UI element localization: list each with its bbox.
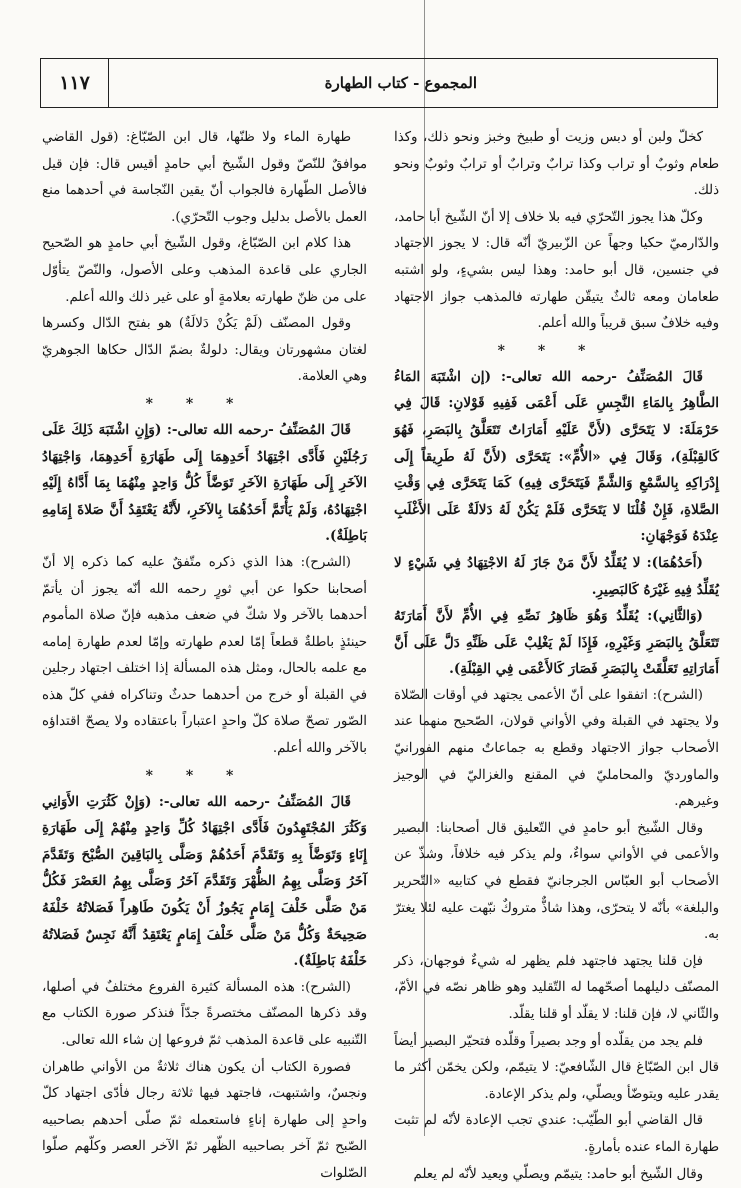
- running-title: المجموع - كتاب الطهارة: [324, 74, 477, 92]
- commentary-paragraph: (الشرح): هذا الذي ذكره متّفقٌ عليه كما ذكره إلا أنّ أصحابنا حكوا عن أبي ثورٍ رحمه الله أنّه يجوز أن يأتمّ أحدهما بالآخر ولا شكّ في ضعف مذهبه فإنّ صلاة المأموم حينئذٍ باطلةٌ قطعاً إمّا لعدم طهارته وإمّا لعدم طهارة إمامه مع علمه بالحال، ومثل هذه المسألة إذا اختلف اجتهاد رجلين في القبلة أو خرج من أحدهما حدثٌ وتناكراه ففي كلّ هذه الصّور تصحّ صلاة كلّ واحدٍ اعتباراً باعتقاده ولا يصحّ اقتداؤه بالآخر والله أعلم.: [42, 554, 367, 757]
- paragraph: وقول المصنّف (لَمْ يَكُنْ دَلالَةٌ) هو بفتح الدّال وكسرها لغتان مشهورتان ويقال: دلولةٌ بضمّ الدّال حكاها الجوهريّ وهي العلامة.: [42, 316, 367, 385]
- matn-block: (وَالثَّانِي): يُقَلِّدُ وَهُوَ ظَاهِرُ نَصِّهِ فِي الأُمِّ لأَنَّ أَمَارَتَهُ تَتَعَلَّقُ بِالبَصَرِ وَغَيْرِهِ، فَإِذَا لَمْ يَغْلِبْ عَلَى ظَنِّهِ دَلَّ عَلَى أَنَّ أَمَارَاتِهِ تَعَلَّقَتْ بِالبَصَرِ فَصَارَ كَالأَعْمَى فِي القِبْلَةِ).: [394, 608, 719, 678]
- commentary-paragraph: (الشرح): اتفقوا على أنّ الأعمى يجتهد في أوقات الصّلاة ولا يجتهد في القبلة وفي الأواني قولان، الصّحيح منهما عند الأصحاب جواز الاجتهاد وقطع به جماعاتٌ منهم الفورانيّ والماورديّ والمحامليّ في المقنع والغزاليّ في الوجيز وغيرهم.: [394, 687, 719, 810]
- paragraph: كخلّ ولبن أو دبس وزيت أو طبيخ وخبز ونحو ذلك، وكذا طعام وثوبٌ أو تراب وكذا ترابٌ وترابٌ أو ترابٌ وثوبٌ ونحو ذلك.: [394, 130, 719, 199]
- paragraph: فإن قلنا يجتهد فاجتهد فلم يظهر له شيءٌ فوجهان، ذكر المصنّف دليلهما أصحّهما له التّقليد وهو ظاهر نصّه في الأمّ، والثّاني لا، فإن قلنا: لا يقلّد أو قلنا يقلّد.: [394, 953, 719, 1022]
- section-separator: * * *: [145, 767, 248, 784]
- section-separator: * * *: [497, 342, 600, 359]
- left-text-column: [42, 125, 367, 1181]
- page-number: ١١٧: [41, 59, 109, 107]
- paragraph: فصورة الكتاب أن يكون هناك ثلاثةٌ من الأواني طاهران ونجسٌ، واشتبهت، فاجتهد فيها ثلاثة رجال فأدّى اجتهاد كلّ واحدٍ إلى طهارة إناءٍ فاستعمله ثمّ صلّى أحدهم بصاحبيه الصّبح ثمّ آخر بصاحبيه الظّهر ثمّ الآخر العصر وكلّهم صلّوا الصّلوات: [42, 1059, 367, 1181]
- paragraph: وقال الشّيخ أبو حامدٍ في التّعليق قال أصحابنا: البصير والأعمى في الأواني سواءٌ، ولم يذكر فيه خلافاً، وشذّ عن الأصحاب أبو العبّاس الجرجانيّ فقطع في كتابيه «التّحرير والبلغة» بأنّه لا يتحرّى، وهذا شاذٌّ متروكٌ نبّهت عليه لئلا يغترّ به.: [394, 820, 719, 943]
- matn-block: قَالَ المُصَنِّفُ -رحمه الله تعالى-: (وَإِنْ كَثُرَتِ الأَوَانِي وَكَثُرَ المُجْتَهِدُونَ فَأَدَّى اجْتِهَادُ كُلِّ وَاحِدٍ مِنْهُمْ إِلَى طَهَارَةِ إِنَاءٍ وَتَوَضَّأَ بِهِ وَتَقَدَّمَ أَحَدُهُمْ وَصَلَّى بِالبَاقِينَ الصُّبْحَ وَتَقَدَّمَ آخَرُ وَصَلَّى بِهِمُ الظُّهْرَ وَتَقَدَّمَ آخَرُ وَصَلَّى بِهِمُ العَصْرَ فَكُلُّ مَنْ صَلَّى خَلْفَ إِمَامٍ يَجُوزُ أَنْ يَكُونَ طَاهِراً فَصَلاتُهُ خَلْفَهُ صَحِيحَةٌ وَكُلُّ مَنْ صَلَّى خَلْفَ إِمَامٍ يَعْتَقِدُ أَنَّهُ نَجِسٌ فَصَلاتُهُ خَلْفَهُ بَاطِلَةٌ).: [42, 793, 367, 970]
- page-header: [40, 58, 718, 108]
- paragraph: طهارة الماء ولا ظنّها، قال ابن الصّبّاغ: (قول القاضي موافقٌ للنّصّ وقول الشّيخ أبي حامدٍ أقيس قال: فإن قيل فالأصل الطّهارة فالجواب أنّ يقين النّجاسة في أحدهما منع العمل بالأصل بدليل وجوب التّحرّي).: [42, 130, 367, 225]
- right-text-column: [394, 125, 719, 1182]
- paragraph: فلم يجد من يقلّده أو وجد بصيراً وقلّده فتحيّر البصير أيضاً قال ابن الصّبّاغ قال الشّافعيّ: لا يتيمّم، ولكن يخمّن أكثر ما يقدر عليه ويتوضّأ ويصلّي، ولم يذكر الإعادة.: [394, 1033, 719, 1102]
- section-separator: * * *: [145, 395, 248, 412]
- commentary-paragraph: (الشرح): هذه المسألة كثيرة الفروع مختلفٌ في أصلها، وقد ذكرها المصنّف مختصرةً جدّاً فنذكر صورة الكتاب مع التّنبيه على قاعدة المذهب ثمّ فروعها إن شاء الله تعالى.: [42, 979, 367, 1048]
- paragraph: قال القاضي أبو الطّيّب: عندي تجب الإعادة لأنّه لم تثبت طهارة الماء عنده بأمارةٍ.: [394, 1113, 719, 1155]
- matn-block: (أَحَدُهُمَا): لا يُقَلِّدُ لأَنَّ مَنْ جَازَ لَهُ الاجْتِهَادُ فِي شَيْءٍ لا يُقَلِّدُ فِيهِ غَيْرَهُ كَالبَصِيرِ.: [394, 554, 719, 598]
- paragraph: وكلّ هذا يجوز التّحرّي فيه بلا خلاف إلا أنّ الشّيخ أبا حامد، والدّارميّ حكيا وجهاً عن الزّبيريّ أنّه قال: لا يجوز الاجتهاد في جنسين، قال أبو حامد: وهذا ليس بشيءٍ، ولو اشتبه طعامان ومعه ثالثٌ يتيقّن طهارته فالمذهب جواز الاجتهاد وفيه خلافٌ سبق قريباً والله أعلم.: [394, 209, 719, 332]
- paragraph: هذا كلام ابن الصّبّاغ، وقول الشّيخ أبي حامدٍ هو الصّحيح الجاري على قاعدة المذهب وعلى الأصول، والنّصّ يتأوّل على من ظنّ طهارته بعلامةٍ أو على غير ذلك والله أعلم.: [42, 236, 367, 305]
- matn-block: قَالَ المُصَنِّفُ -رحمه الله تعالى-: (وَإِنِ اشْتَبَهَ ذَلِكَ عَلَى رَجُلَيْنِ فَأَدَّى اجْتِهَادُ أَحَدِهِمَا إِلَى طَهَارَةِ أَحَدِهِمَا، وَاجْتِهَادُ الآخَرِ إِلَى طَهَارَةِ الآخَرِ تَوَضَّأَ كُلُّ وَاحِدٍ مِنْهُمَا بِمَا أَدَّاهُ إِلَيْهِ اجْتِهَادُهُ، وَلَمْ يَأْتَمَّ أَحَدُهُمَا بِالآخَرِ، لأَنَّهُ يَعْتَقِدُ أَنَّ صَلاةَ إِمَامِهِ بَاطِلَةٌ).: [42, 421, 367, 545]
- matn-block: قَالَ المُصَنِّفُ -رحمه الله تعالى-: (إن اشْتَبَهَ المَاءُ الطَّاهِرُ بِالمَاءِ النَّجِسِ عَلَى أَعْمَى فَفِيهِ قَوْلانِ: قَالَ فِي حَرْمَلَةَ: لا يَتَحَرَّى (لأَنَّ عَلَيْهِ أَمَارَاتٌ تَتَعَلَّقُ بِالبَصَرِ، فَهُوَ كَالقِبْلَةِ)، وَقَالَ فِي «الأُمِّ»: يَتَحَرَّى (لأَنَّ لَهُ طَرِيقاً إِلَى إِدْرَاكِهِ بِالسَّمْعِ وَالشَّمِّ فَيَتَحَرَّى فِيهِ) كَمَا يَتَحَرَّى فِي وَقْتِ الصَّلاةِ، فَإِنْ قُلْنَا لا يَتَحَرَّى فَلَمْ يَكُنْ لَهُ دَلالَةٌ عَلَى الأَغْلَبِ عِنْدَهُ فَوَجْهَانِ:: [394, 368, 719, 545]
- paragraph: وقال الشّيخ أبو حامد: يتيمّم ويصلّي ويعيد لأنّه لم يعلم: [413, 1166, 703, 1182]
